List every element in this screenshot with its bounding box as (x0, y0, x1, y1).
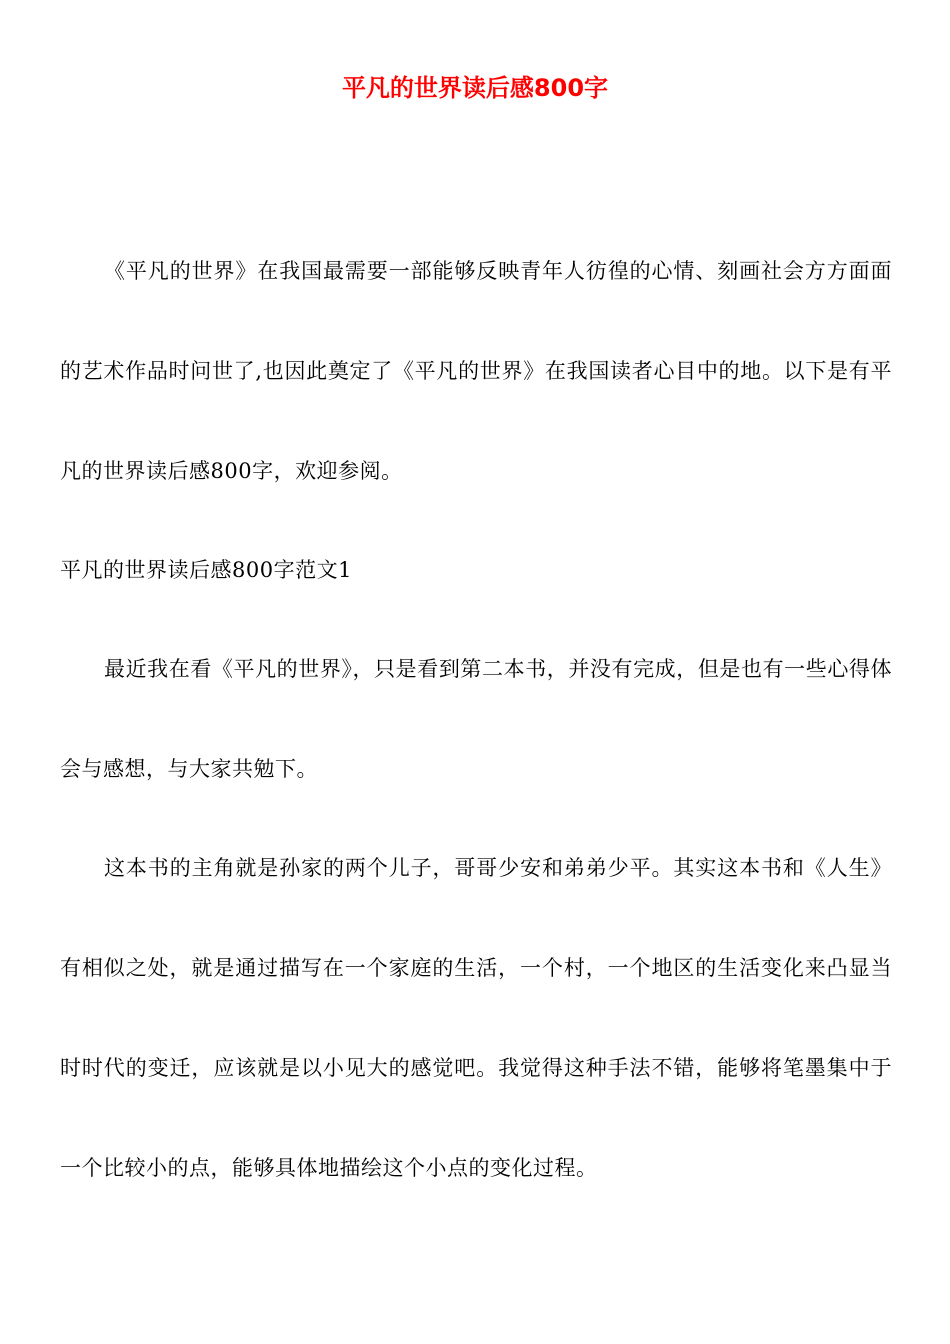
body-paragraph-2: 这本书的主角就是孙家的两个儿子，哥哥少安和弟弟少平。其实这本书和《人生》有相似之处，就是通过描写在一个家庭的生活，一个村，一个地区的生活变化来凸显当时时代的变迁，应该就是以小见大的感觉吧。我觉得这种手法不错，能够将笔墨集中于一个比较小的点，能够具体地描绘这个小点的变化过程。 (60, 856, 892, 1180)
intro-paragraph: 《平凡的世界》在我国最需要一部能够反映青年人彷徨的心情、刻画社会方方面面的艺术作品时问世了,也因此奠定了《平凡的世界》在我国读者心目中的地。以下是有平凡的世界读后感800字，欢迎参阅。 (60, 259, 892, 483)
document-title: 平凡的世界读后感800字 (341, 74, 609, 102)
body-paragraph-1: 最近我在看《平凡的世界》，只是看到第二本书，并没有完成，但是也有一些心得体会与感想，与大家共勉下。 (60, 657, 892, 781)
section-heading: 平凡的世界读后感800字范文1 (60, 558, 352, 582)
